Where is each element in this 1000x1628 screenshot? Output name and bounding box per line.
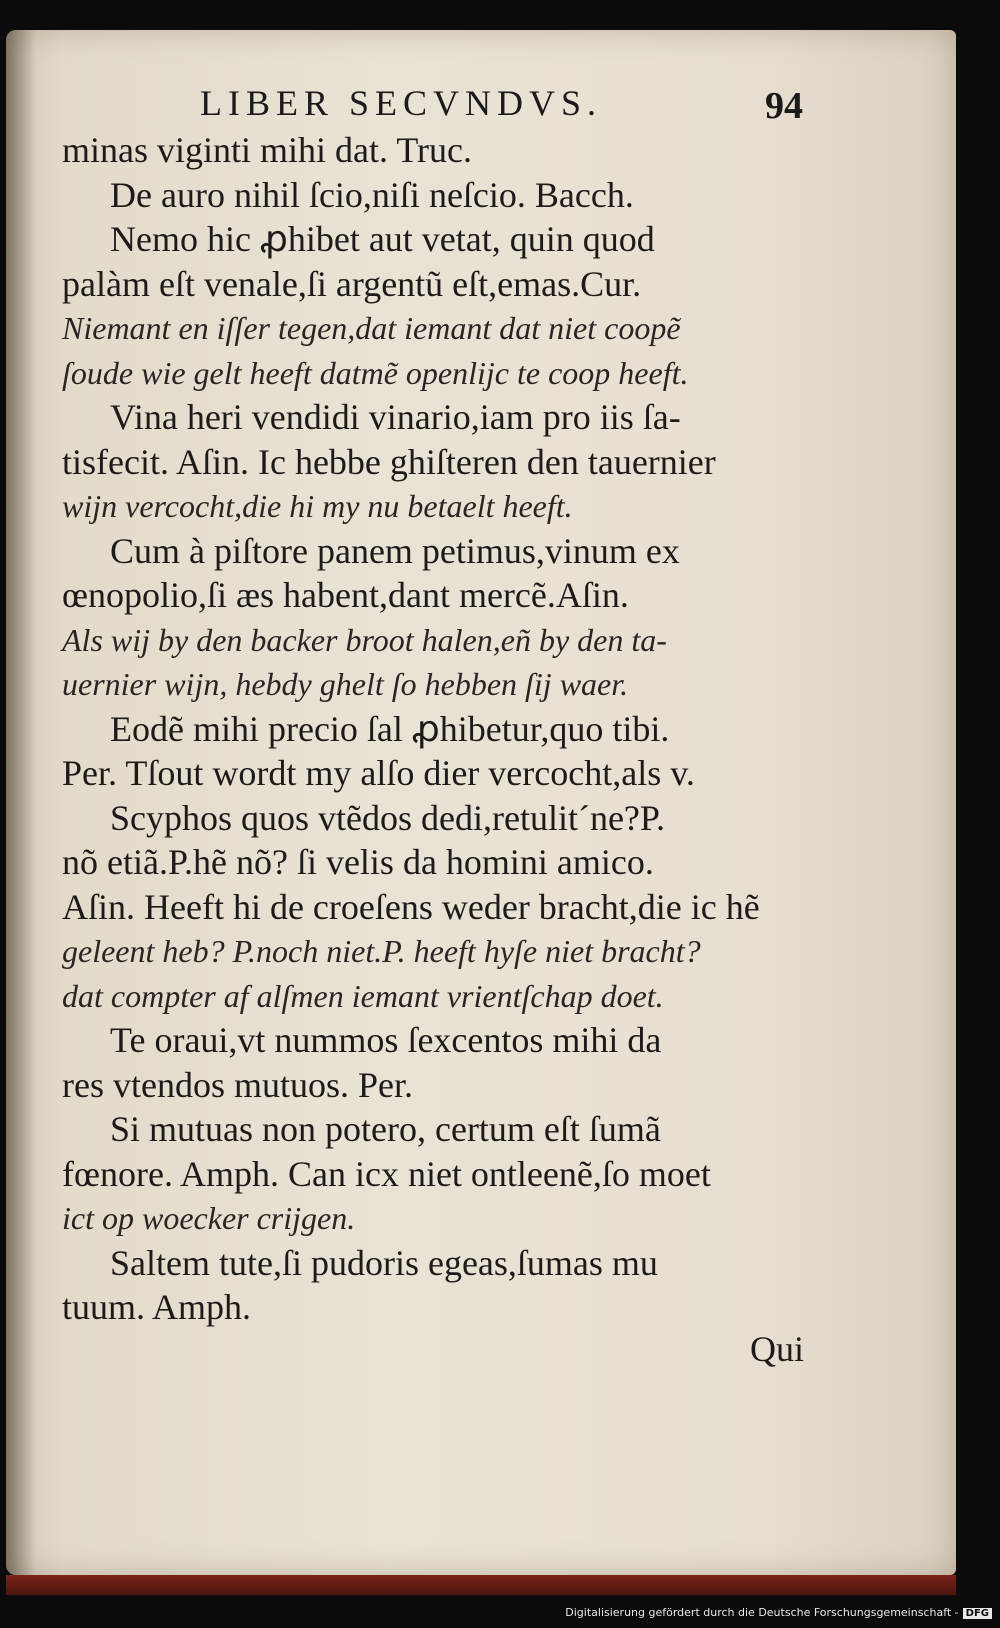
dutch-translation-line: uernier wijn, hebdy ghelt ſo hebben ſij waer. <box>62 666 629 702</box>
text-line: Scyphos quos vtẽdos dedi,retulit´ne?P. <box>110 797 665 838</box>
text-line: Eodẽ mihi precio ſal ꝓhibetur,quo tibi. <box>110 708 670 749</box>
page-header <box>200 82 803 132</box>
dutch-translation-line: ict op woecker crijgen. <box>62 1200 356 1236</box>
text-line: Saltem tute,ſi pudoris egeas,ſumas mu <box>110 1242 658 1283</box>
text-line: Aſin. Heeft hi de croeſens weder bracht,die ic hẽ <box>62 886 760 927</box>
running-title: LIBER SECVNDVS. <box>200 83 603 123</box>
text-line: Nemo hic ꝓhibet aut vetat, quin quod <box>110 219 655 259</box>
digitization-credit <box>565 1606 992 1619</box>
text-block <box>62 128 822 1330</box>
dfg-logo: DFG <box>963 1608 992 1619</box>
catchword: Qui <box>750 1329 804 1369</box>
text-line: Per. Tſout wordt my alſo dier vercocht,als v. <box>62 753 695 793</box>
text-line: De auro nihil ſcio,niſi neſcio. Bacch. <box>110 174 634 215</box>
dutch-translation-line: ſoude wie gelt heeft datmẽ openlijc te coop heeft. <box>62 354 689 391</box>
text-line: œnopolio,ſi æs habent,dant mercẽ.Aſin. <box>62 575 629 615</box>
page-gutter-shadow <box>6 30 36 1575</box>
dutch-translation-line: wijn vercocht,die hi my nu betaelt heeft. <box>62 488 573 524</box>
text-line: tuum. Amph. <box>62 1287 252 1327</box>
text-line: palàm eſt venale,ſi argentũ eſt,emas.Cur. <box>62 263 642 304</box>
credit-text: Digitalisierung gefördert durch die Deutsche Forschungsgemeinschaft - <box>565 1606 959 1619</box>
page-edge-band <box>6 1575 956 1595</box>
text-line: nõ etiã.P.hẽ nõ? ſi velis da homini amico. <box>62 842 654 882</box>
text-line: Vina heri vendidi vinario,iam pro iis ſa- <box>110 397 681 437</box>
text-line: res vtendos mutuos. Per. <box>62 1064 413 1105</box>
text-line: minas viginti mihi dat. Truc. <box>62 130 473 170</box>
dutch-translation-line: geleent heb? P.noch niet.P. heeft hyſe niet bracht? <box>62 933 701 969</box>
dutch-translation-line: Niemant en iſſer tegen,dat iemant dat niet coopẽ <box>62 310 681 346</box>
text-line: tisfecit. Aſin. Ic hebbe ghiſteren den tauernier <box>62 441 716 482</box>
text-line: Si mutuas non potero, certum eſt ſumã <box>110 1109 661 1149</box>
folio-number: 94 <box>765 85 803 127</box>
dutch-translation-line: Als wij by den backer broot halen,eñ by den ta- <box>62 621 667 658</box>
text-line: Cum à piſtore panem petimus,vinum ex <box>110 530 680 571</box>
dutch-translation-line: dat compter af alſmen iemant vrientſchap doet. <box>62 977 664 1014</box>
text-line: fœnore. Amph. Can icx niet ontleenẽ,ſo moet <box>62 1153 711 1194</box>
text-line: Te oraui,vt nummos ſexcentos mihi da <box>110 1020 662 1060</box>
